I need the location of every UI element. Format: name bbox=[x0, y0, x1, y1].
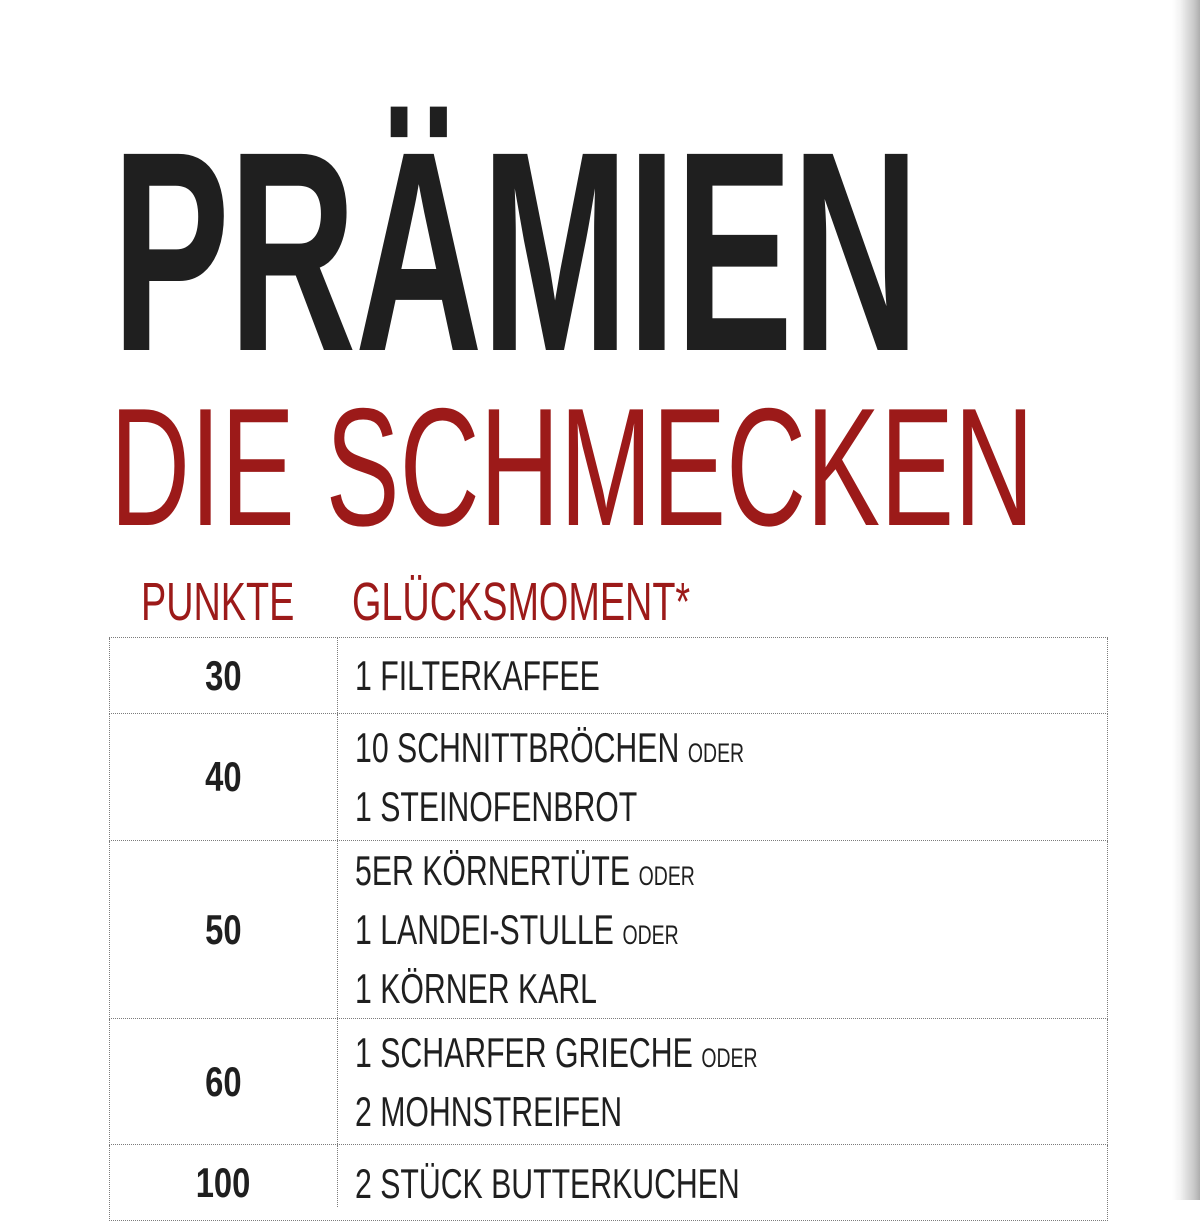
reward-item-text: 2 STÜCK BUTTERKUCHEN bbox=[355, 1160, 740, 1207]
reward-item bbox=[355, 649, 896, 702]
reward-item bbox=[355, 780, 896, 833]
reward-item-text: 1 STEINOFENBROT bbox=[355, 783, 638, 830]
reward-item bbox=[355, 1157, 896, 1210]
reward-item-text: 10 SCHNITTBRÖCHEN bbox=[355, 724, 680, 771]
or-conjunction: ODER bbox=[622, 920, 679, 950]
reward-item bbox=[355, 721, 896, 780]
points-cell bbox=[110, 841, 338, 1018]
or-conjunction: ODER bbox=[687, 738, 745, 768]
rewards-table bbox=[109, 637, 1108, 1221]
reward-cell bbox=[338, 638, 1107, 713]
points-cell bbox=[110, 638, 338, 713]
points-cell bbox=[110, 1019, 338, 1144]
reward-item-text: 5ER KÖRNERTÜTE bbox=[355, 847, 631, 894]
table-row bbox=[109, 841, 1108, 1019]
table-row bbox=[109, 714, 1108, 841]
reward-cell bbox=[338, 841, 1107, 1018]
table-row bbox=[109, 1019, 1108, 1145]
reward-item bbox=[355, 844, 896, 903]
page-edge-shadow bbox=[1172, 0, 1200, 1200]
or-conjunction: ODER bbox=[701, 1042, 758, 1073]
reward-item bbox=[355, 1085, 896, 1138]
reward-item bbox=[355, 962, 896, 1015]
points-value: 40 bbox=[205, 753, 242, 800]
column-header-points: PUNKTE bbox=[141, 572, 295, 632]
points-cell bbox=[110, 714, 338, 840]
reward-item bbox=[355, 1026, 896, 1085]
reward-item bbox=[355, 903, 896, 962]
reward-cell bbox=[338, 1019, 1107, 1144]
points-cell bbox=[110, 1145, 338, 1207]
points-value: 60 bbox=[205, 1057, 242, 1105]
reward-item-text: 1 SCHARFER GRIECHE bbox=[355, 1028, 693, 1076]
reward-cell bbox=[338, 1145, 1107, 1210]
or-conjunction: ODER bbox=[638, 861, 695, 891]
headline-title: PRÄMIEN bbox=[112, 93, 919, 411]
points-value: 100 bbox=[196, 1159, 251, 1206]
points-value: 50 bbox=[205, 905, 242, 953]
reward-cell bbox=[338, 714, 1107, 840]
column-header-reward: GLÜCKSMOMENT* bbox=[352, 572, 691, 632]
reward-item-text: 1 KÖRNER KARL bbox=[355, 965, 597, 1012]
table-row bbox=[109, 638, 1108, 714]
reward-item-text: 2 MOHNSTREIFEN bbox=[355, 1087, 623, 1135]
table-row bbox=[109, 1145, 1108, 1221]
reward-item-text: 1 FILTERKAFFEE bbox=[355, 652, 600, 699]
headline-subtitle: DIE SCHMECKEN bbox=[110, 373, 1035, 561]
points-value: 30 bbox=[205, 651, 242, 699]
reward-item-text: 1 LANDEI-STULLE bbox=[355, 906, 614, 953]
